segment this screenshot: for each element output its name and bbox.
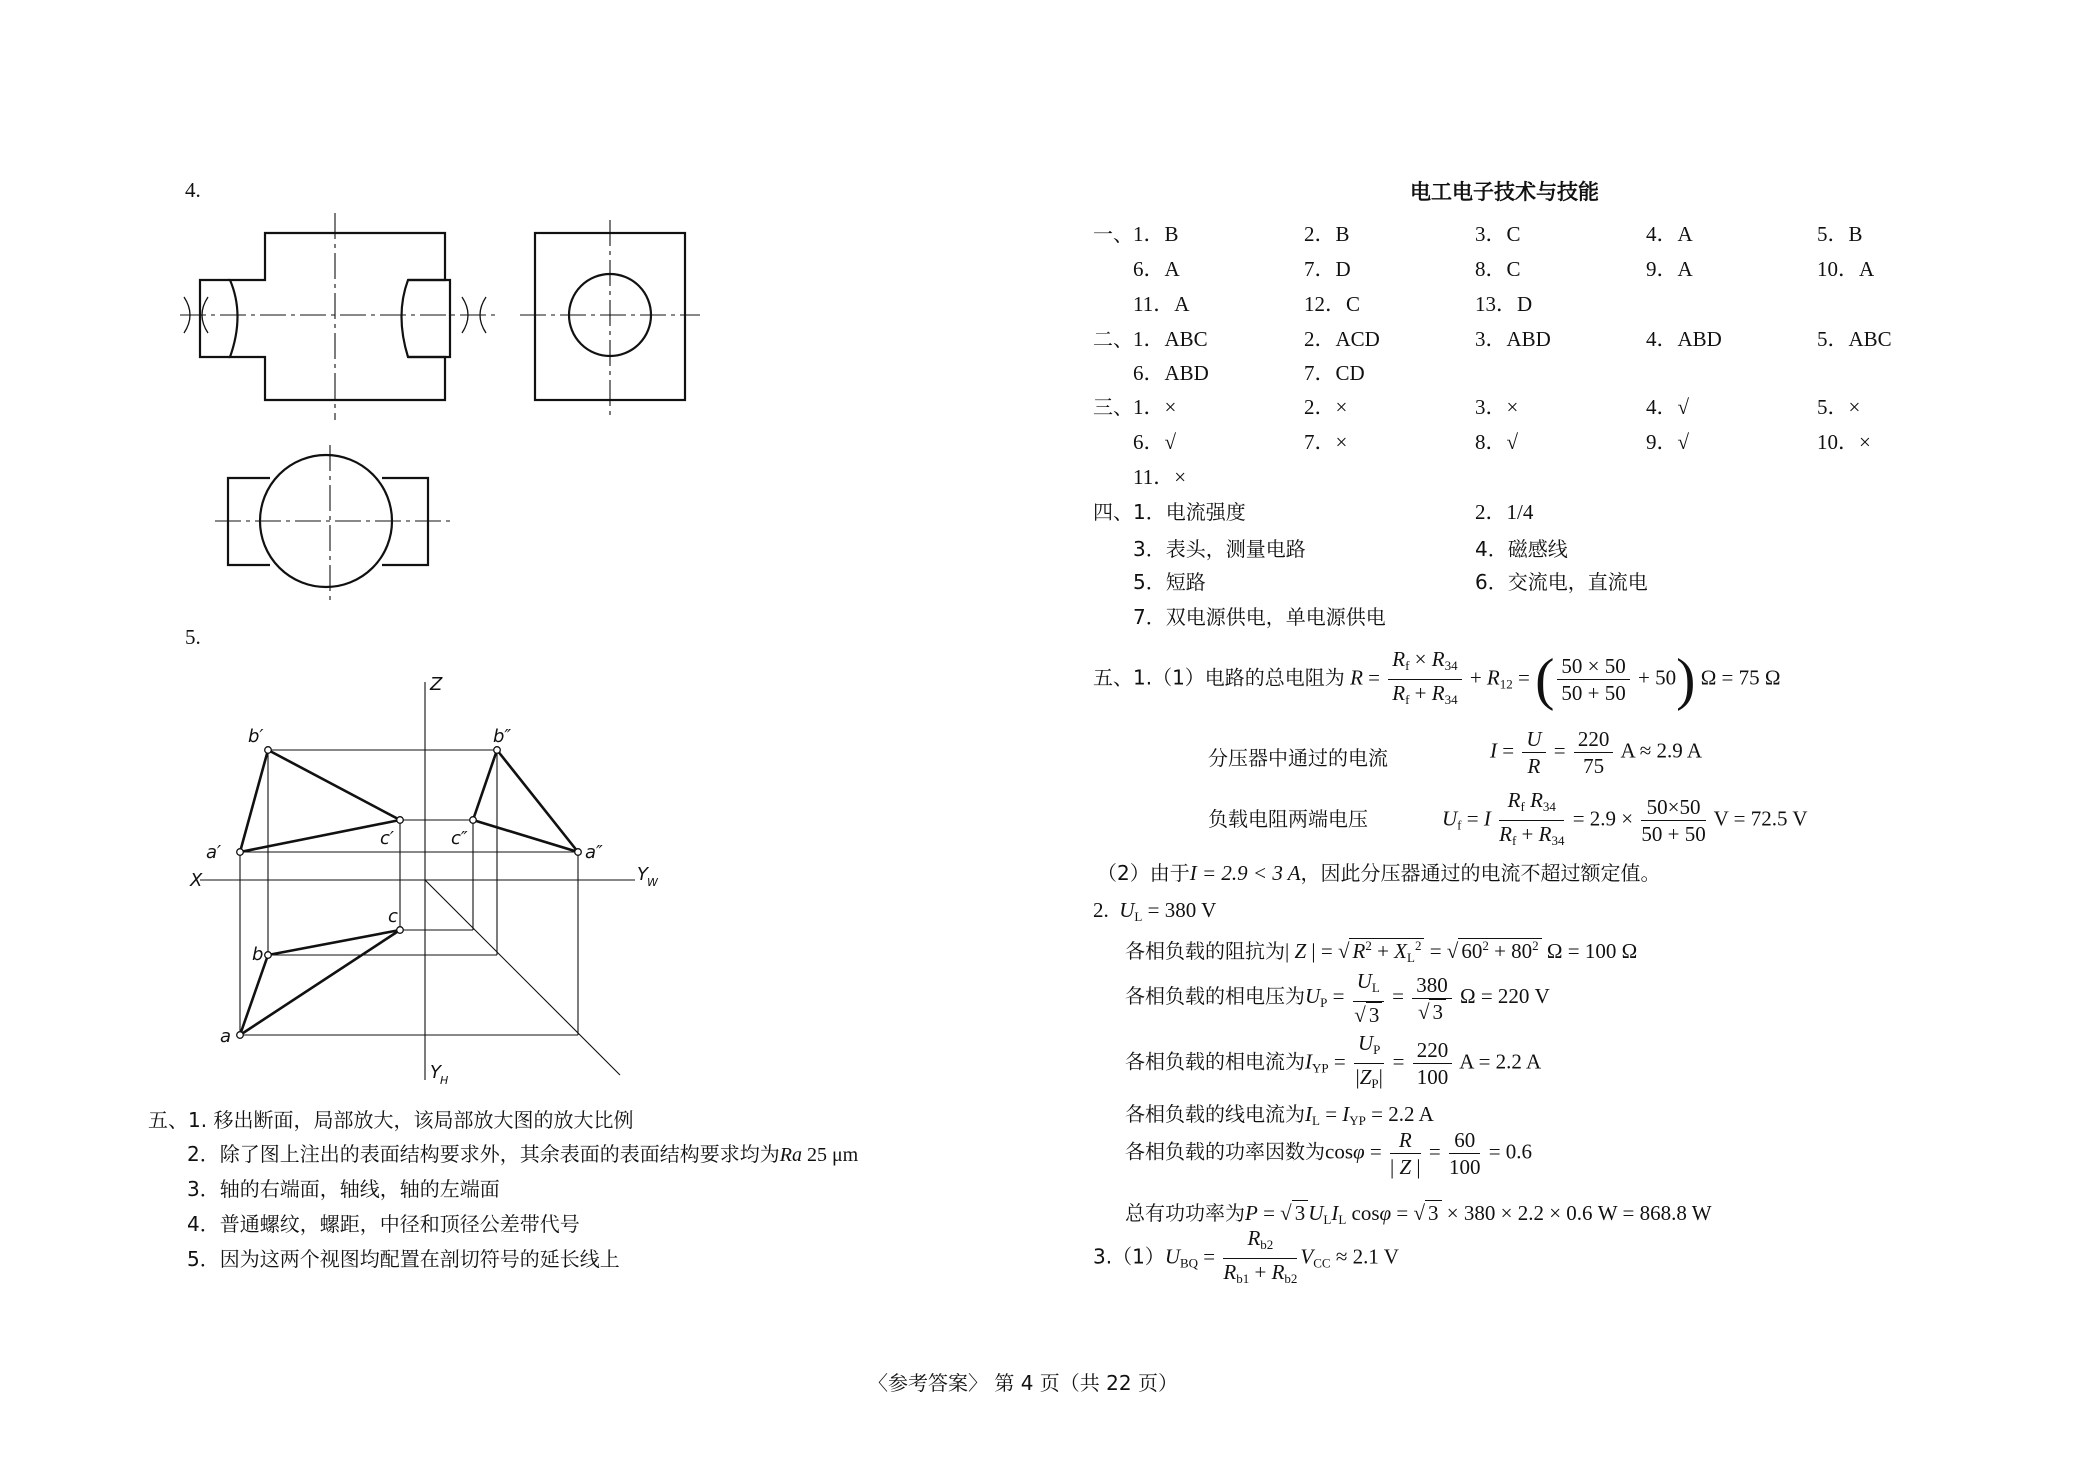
answer: 4．磁感线: [1475, 537, 1568, 561]
axis-z-label: Z: [430, 674, 443, 695]
section-2-prefix: 二、: [1093, 327, 1133, 351]
section-5-prefix: 五、1.: [148, 1108, 208, 1132]
q2-impedance: 各相负载的阻抗为| Z | = √ $R^2 + X_L^2$ = √ $60^2 + 80^2$ Ω = 100 Ω: [1125, 938, 1638, 965]
answer: 7．D: [1304, 257, 1351, 281]
page-footer: 〈参考答案〉 第 4 页（共 22 页）: [868, 1371, 1178, 1395]
q2-ul-value: = 380 V: [1147, 898, 1217, 922]
answer: 1．ABC: [1133, 327, 1208, 351]
answer: 3．C: [1475, 222, 1521, 246]
answer: 9．√: [1646, 430, 1690, 454]
label-c-prime: c′: [380, 828, 394, 849]
axis-x-label: X: [190, 870, 203, 891]
q1-current-formula: I = $\frac{U}{R}$ = $\frac{220}{75}$ A ≈ 2.9 A: [1490, 727, 1702, 778]
q2-l3-label: 各相负载的相电流为: [1125, 1049, 1305, 1074]
section-3-prefix: 三、: [1093, 395, 1133, 419]
answer: 3．×: [1475, 395, 1519, 419]
q2-prefix: 2.: [1093, 898, 1109, 922]
q2-power-factor: 各相负载的功率因数为cosφ = $\frac{R}{| Z |}$ = $\frac{60}{100}$ = 0.6: [1125, 1128, 1533, 1179]
answer: 2．×: [1304, 395, 1348, 419]
q2-ul: 2. $U_L = 380$ V: [1093, 898, 1217, 924]
label-b-prime: b′: [248, 726, 264, 747]
q2-l4-label: 各相负载的线电流为: [1125, 1102, 1305, 1126]
answer: 5．×: [1817, 395, 1861, 419]
answer: 3．ABD: [1475, 327, 1551, 351]
q3-prefix: 3.（1）: [1093, 1244, 1165, 1269]
q1-voltage-formula: $U_f = I$ $\frac{R_f R_{34}}{R_f + R_{34}}$ = 2.9 × $\frac{50\times 50}{50 + 50}$ V = 72.5 V: [1442, 788, 1808, 848]
q1-part2-label: （2）由于: [1097, 861, 1190, 885]
label-c: c: [388, 906, 398, 927]
answer: 6．ABD: [1133, 361, 1209, 385]
q2-l1-label: 各相负载的阻抗为: [1125, 939, 1285, 963]
answer: 4．√: [1646, 395, 1690, 419]
answer: 3．表头，测量电路: [1133, 537, 1306, 561]
question-4-number: 4.: [185, 178, 201, 202]
q2-l2-label: 各相负载的相电压为: [1125, 983, 1305, 1008]
q1-part2: [1097, 857, 1661, 886]
section-5-item-4: 4．普通螺纹，螺距，中径和顶径公差带代号: [187, 1212, 580, 1236]
answer: 8．C: [1475, 257, 1521, 281]
q2-line-current: 各相负载的线电流为$I_L = I_{YP} = 2.2$ A: [1125, 1102, 1434, 1128]
section-4-prefix: 四、: [1093, 500, 1133, 524]
page-title: 电工电子技术与技能: [1410, 180, 1599, 204]
section-1-prefix: 一、: [1093, 222, 1133, 246]
answer: 1．电流强度: [1133, 500, 1246, 524]
answer: 5．B: [1817, 222, 1863, 246]
axis-yh-label: Y: [430, 1062, 441, 1083]
answer: 4．ABD: [1646, 327, 1722, 351]
answer: 13．D: [1475, 292, 1533, 316]
question-5-drawing: [180, 660, 680, 1090]
answer: 5．短路: [1133, 570, 1206, 594]
section-5-item-5: 5．因为这两个视图均配置在剖切符号的延长线上: [187, 1247, 620, 1271]
answer: 12．C: [1304, 292, 1361, 316]
answer: 4．A: [1646, 222, 1693, 246]
label-a-dprime: a″: [585, 842, 603, 863]
question-4-drawing: [180, 205, 720, 625]
q2-total-power: 总有功功率为P = √ 3 $U_LI_L$ cosφ = √ 3 × 380 × 2.2 × 0.6 W = 868.8 W: [1125, 1201, 1712, 1227]
answer: 10．A: [1817, 257, 1875, 281]
q2-l5-label: 各相负载的功率因数为: [1125, 1139, 1325, 1164]
answer: 1．×: [1133, 395, 1177, 419]
label-c-dprime: c″: [451, 828, 468, 849]
answer: 2．B: [1304, 222, 1350, 246]
q1-part2-expr: I = 2.9 < 3 A: [1189, 861, 1301, 885]
answer: 11．×: [1133, 465, 1187, 489]
section-5-item-3: 3．轴的右端面，轴线，轴的左端面: [187, 1177, 500, 1201]
label-b: b: [252, 944, 264, 965]
section-5-item-1: 移出断面，局部放大，该局部放大图的放大比例: [213, 1108, 634, 1132]
q2-phase-current: 各相负载的相电流为$I_{YP}$ = $\frac{U_P}{|Z_P|}$ = $\frac{220}{100}$ A = 2.2 A: [1125, 1031, 1542, 1091]
answer: 2．ACD: [1304, 327, 1380, 351]
question-5-number: 5.: [185, 625, 201, 649]
answer: 9．A: [1646, 257, 1693, 281]
answer: 10．×: [1817, 430, 1871, 454]
q3-ubq: $3.(1)U_{BQ}$ = $\frac{R_{b2}}{R_{b1} + R_{b2}}$ $V_{CC} \approx 2.1$ V: [1093, 1226, 1399, 1286]
q1-voltage-label: 负载电阻两端电压: [1208, 807, 1368, 831]
label-b-dprime: b″: [493, 726, 512, 747]
section-5-item-2: 2．除了图上注出的表面结构要求外，其余表面的表面结构要求均为: [187, 1142, 780, 1166]
ra-value: 25 μm: [801, 1144, 859, 1166]
answer: 7．×: [1304, 430, 1348, 454]
label-a: a: [220, 1026, 232, 1047]
answer: 11．A: [1133, 292, 1190, 316]
q2-l6-label: 总有功功率为: [1125, 1201, 1245, 1225]
ra-symbol: Ra: [779, 1144, 802, 1166]
answer: 1．B: [1133, 222, 1179, 246]
label-a-prime: a′: [206, 842, 222, 863]
answer: 8．√: [1475, 430, 1519, 454]
q1-label: 五、1.（1）电路的总电阻为: [1093, 665, 1345, 690]
axis-yw-sub: W: [647, 876, 658, 889]
answer: 2．1/4: [1475, 500, 1534, 524]
q1-current-label: 分压器中通过的电流: [1208, 746, 1388, 770]
answer: 6．A: [1133, 257, 1180, 281]
answer: 7．双电源供电，单电源供电: [1133, 605, 1386, 629]
answer: 7．CD: [1304, 361, 1365, 385]
q1-part2-tail: ，因此分压器通过的电流不超过额定值。: [1300, 861, 1661, 885]
axis-yh-sub: H: [440, 1074, 449, 1087]
answer: 6．√: [1133, 430, 1177, 454]
axis-yw-label: Y: [637, 864, 648, 885]
answer: 6．交流电，直流电: [1475, 570, 1648, 594]
q1-total-resistance: 五、1.（1）电路的总电阻为 R = $\frac{R_f \times R_{34}}{R_f + R_{34}}$ + $R_{12}$ = ( $\frac{50 \times 50}{50 + 50}$ + 50) Ω = 75 Ω: [1093, 646, 1781, 712]
answer: 5．ABC: [1817, 327, 1892, 351]
q2-phase-voltage: 各相负载的相电压为$U_P$ = $\frac{U_L}{√ 3}$ = $\frac{380}{√ 3}$ Ω = 220 V: [1125, 969, 1550, 1027]
